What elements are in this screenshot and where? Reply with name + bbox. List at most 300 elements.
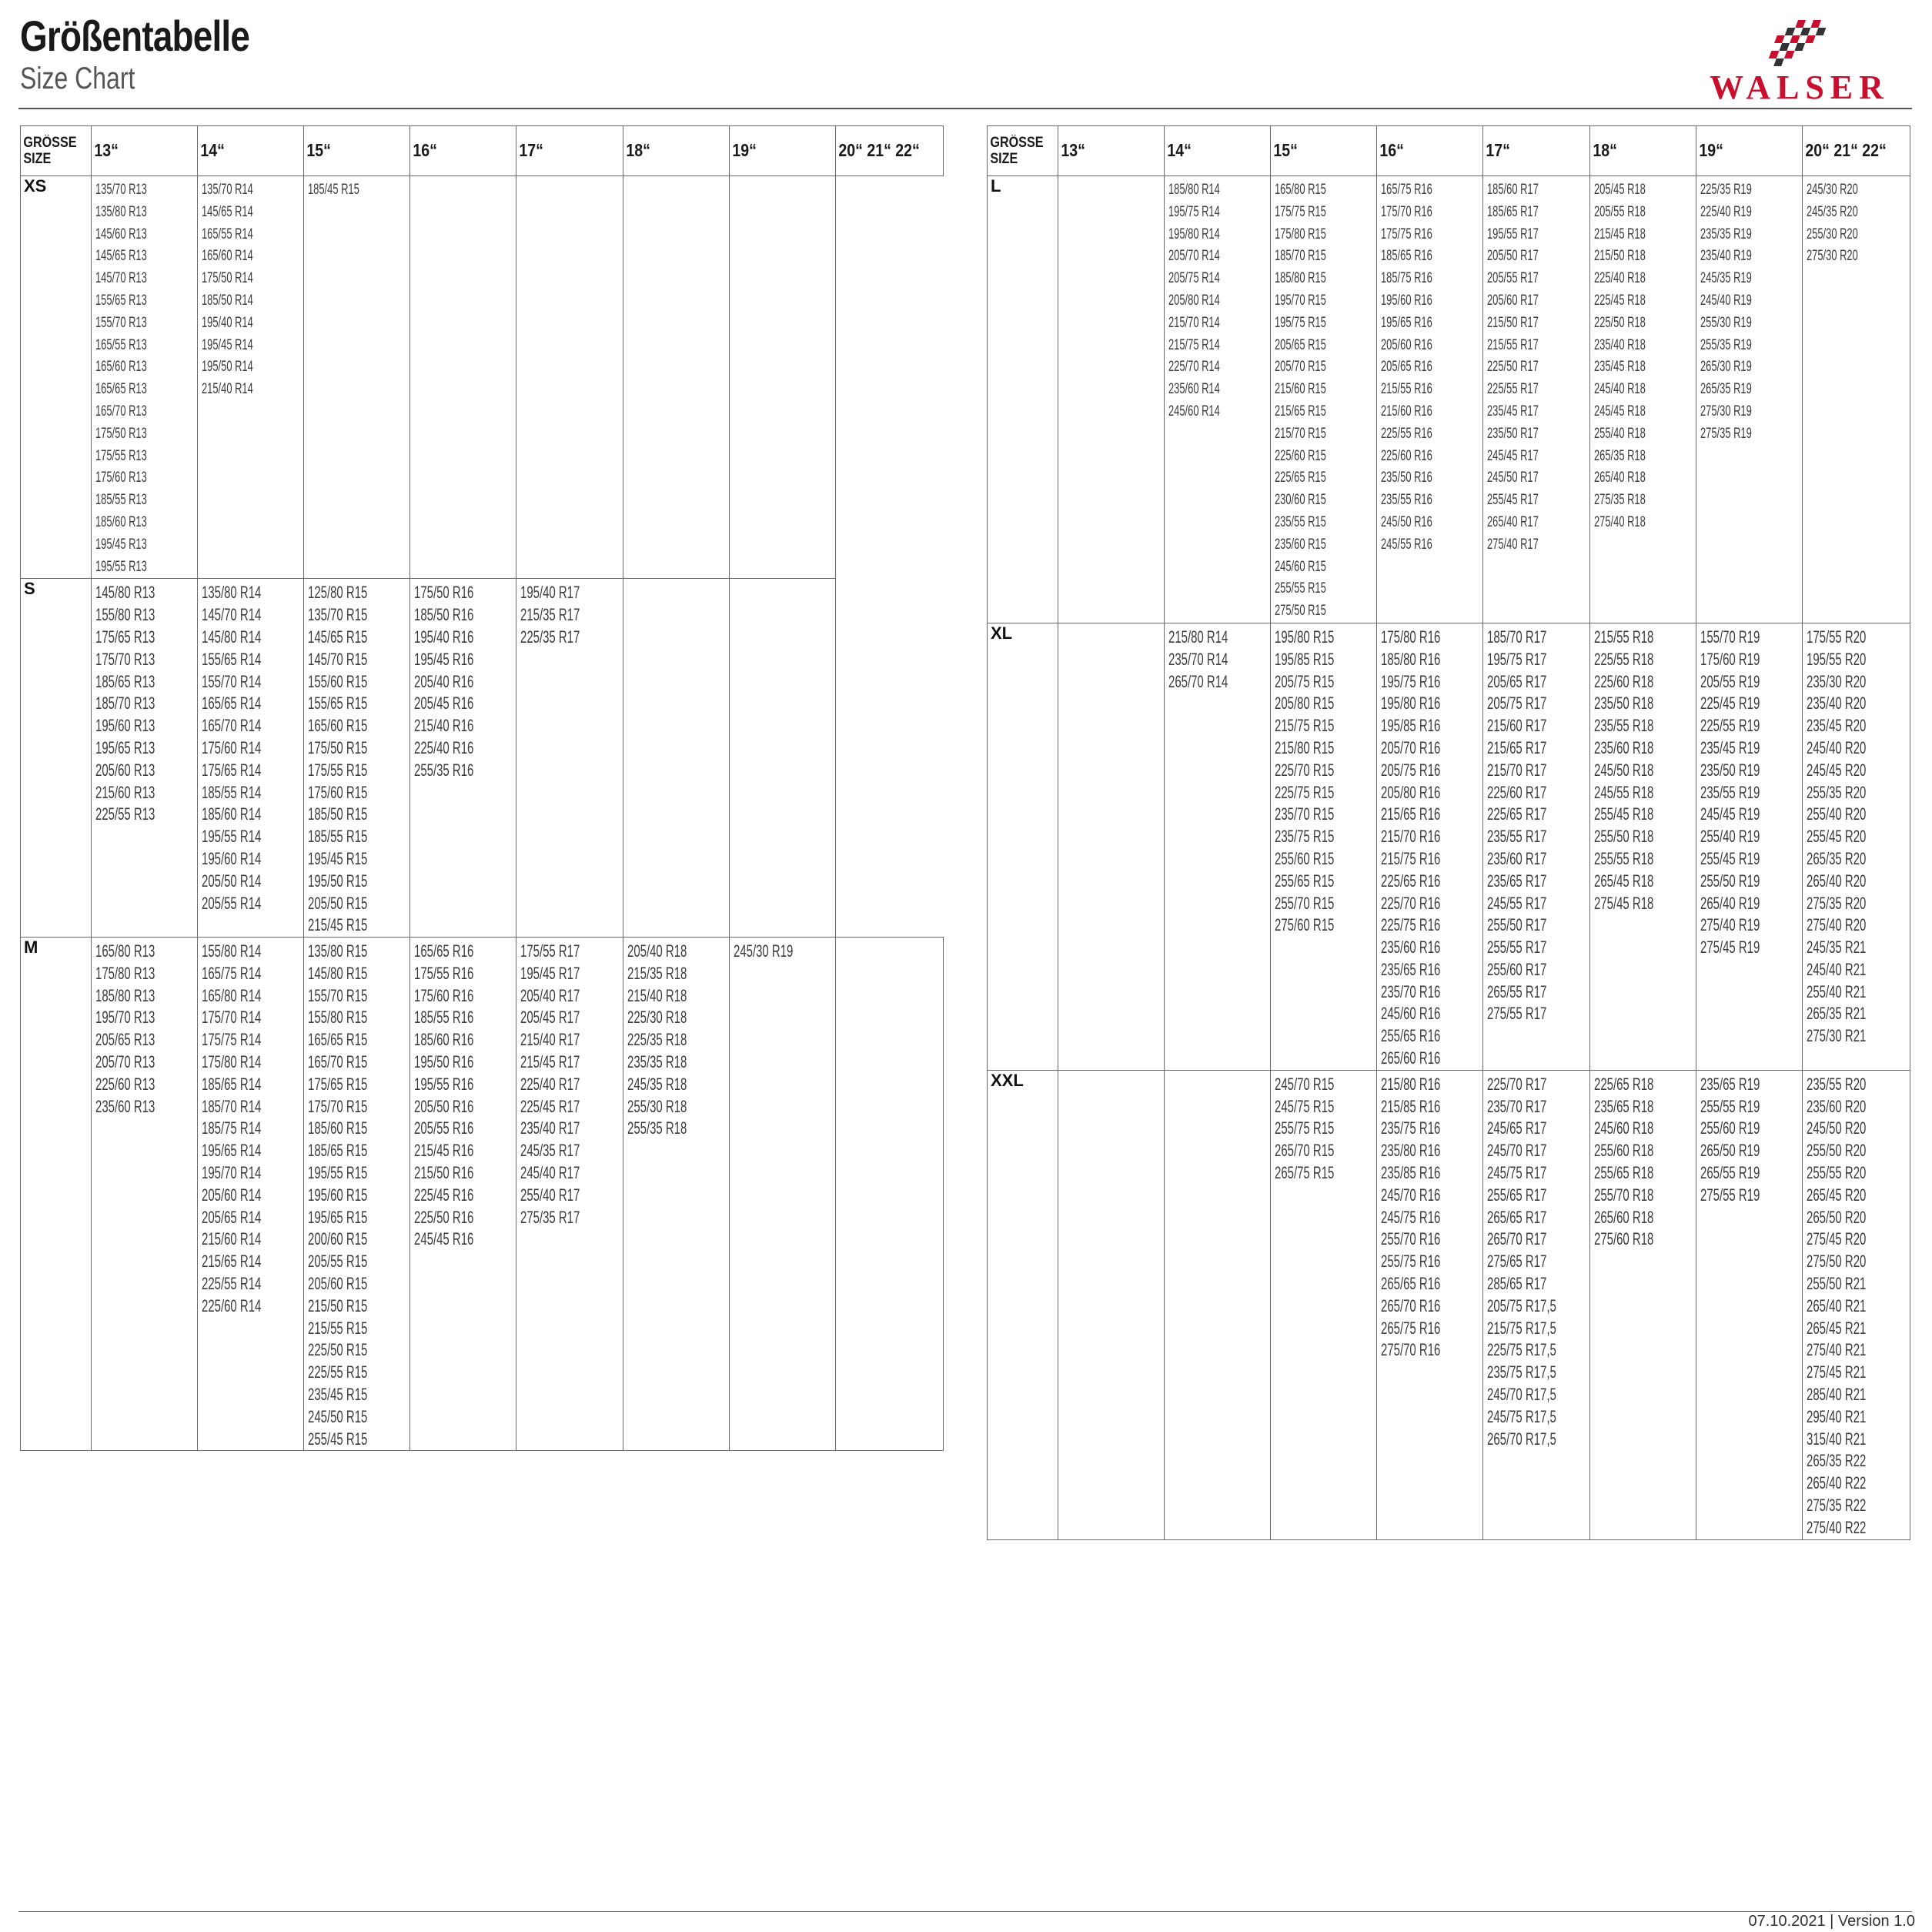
tire-size: 275/35 R18 [1594,492,1646,509]
tire-size: 175/55 R16 [414,963,474,983]
tire-size: 175/55 R17 [520,941,580,961]
tire-size: 275/70 R16 [1381,1340,1441,1360]
tire-size-list [1483,1071,1589,1451]
tire-size: 175/70 R15 [308,1096,368,1116]
tire-size-cell [1377,623,1483,1070]
tire-size: 255/70 R18 [1594,1185,1654,1205]
tire-size: 185/55 R15 [308,827,368,847]
tire-size: 275/45 R19 [1700,938,1760,958]
page-subtitle: Size Chart [20,62,135,95]
tire-size: 275/30 R20 [1807,248,1858,265]
tire-size: 235/50 R16 [1381,470,1432,486]
tire-size: 215/70 R16 [1381,827,1441,847]
tire-size: 225/45 R17 [520,1096,580,1116]
column-header-label: 16“ [1379,140,1404,160]
tire-size: 235/60 R14 [1168,381,1220,398]
column-header-rim [198,126,304,176]
tire-size-list [516,176,623,179]
tire-size: 235/55 R17 [1487,827,1547,847]
tire-size: 265/40 R18 [1594,470,1646,486]
tire-size: 155/70 R14 [202,671,262,691]
tire-size: 225/65 R15 [1275,470,1326,486]
tire-size: 245/65 R17 [1487,1118,1547,1138]
tire-size-list [1803,1071,1910,1539]
tire-size: 245/75 R16 [1381,1207,1441,1227]
tire-size: 225/40 R16 [414,737,474,757]
tire-size: 205/75 R14 [1168,270,1220,287]
table-header-row [988,126,1910,176]
tire-size: 225/70 R15 [1275,760,1335,780]
tire-size: 185/50 R16 [414,605,474,625]
table-body [988,176,1910,1540]
tire-size: 225/40 R18 [1594,270,1646,287]
tire-size-cell [730,176,836,579]
tire-size: 245/55 R17 [1487,893,1547,913]
tire-size: 225/50 R18 [1594,314,1646,331]
tire-size: 145/65 R15 [308,627,368,647]
tire-size: 235/40 R18 [1594,336,1646,353]
tire-size: 275/35 R20 [1807,893,1867,913]
size-label: S [24,579,35,599]
tire-size: 195/85 R15 [1275,649,1335,669]
tire-size: 205/70 R14 [1168,248,1220,265]
tire-size: 175/75 R14 [202,1030,262,1050]
tire-size: 255/50 R20 [1807,1141,1867,1161]
footer-divider [18,1911,1912,1912]
tire-size: 225/75 R15 [1275,782,1335,802]
tire-size: 165/70 R14 [202,716,262,736]
tire-size: 195/75 R14 [1168,203,1220,220]
tire-size: 245/45 R19 [1700,804,1760,824]
tire-size: 265/70 R15 [1275,1141,1335,1161]
size-chart-table-right [987,125,1910,1540]
tire-size: 205/45 R16 [414,694,474,714]
tire-size: 235/65 R19 [1700,1074,1760,1094]
tire-size: 205/65 R15 [1275,336,1326,353]
tire-size: 265/45 R18 [1594,871,1654,891]
tire-size: 215/80 R16 [1381,1074,1441,1094]
tire-size-cell [1058,623,1165,1070]
tire-size: 215/50 R18 [1594,248,1646,265]
tire-size-list [1271,623,1376,937]
tire-size: 225/40 R17 [520,1074,580,1094]
size-label: L [991,176,1001,196]
size-cell [988,176,1058,623]
tire-size: 155/60 R15 [308,671,368,691]
column-header-size [988,126,1058,176]
tire-size: 215/65 R14 [202,1252,262,1272]
column-header-rim [1483,126,1590,176]
version-footer: 07.10.2021 | Version 1.0 [1748,1913,1915,1930]
tire-size: 275/35 R19 [1700,425,1752,442]
tire-size-list [836,938,943,941]
tire-size-list [1058,176,1164,179]
tire-size: 225/55 R14 [202,1274,262,1294]
tire-size: 265/75 R15 [1275,1163,1335,1183]
tire-size: 185/70 R17 [1487,627,1547,647]
size-label: XXL [991,1070,1024,1090]
tire-size-list [1377,1071,1482,1362]
column-header-size [21,126,92,176]
column-header-label: GRÖSSE SIZE [23,135,77,167]
tire-size-list [198,579,303,914]
column-header-label: 14“ [1167,140,1192,160]
tire-size: 245/30 R19 [734,941,794,961]
column-header-rim [1803,126,1910,176]
column-header-label: GRÖSSE SIZE [990,135,1044,167]
tire-size: 185/50 R15 [308,804,368,824]
tire-size: 195/80 R14 [1168,226,1220,242]
tire-size: 245/50 R20 [1807,1118,1867,1138]
tire-size: 235/45 R18 [1594,359,1646,376]
tire-size: 275/50 R20 [1807,1252,1867,1272]
tire-size: 215/75 R17,5 [1487,1318,1556,1338]
tire-size: 215/60 R17 [1487,716,1547,736]
tire-size: 165/80 R14 [202,985,262,1005]
tire-size: 155/80 R13 [95,605,155,625]
tire-size: 175/55 R15 [308,760,368,780]
column-header-rim [1377,126,1483,176]
tire-size: 215/60 R16 [1381,403,1432,419]
tire-size: 165/60 R14 [202,248,253,265]
tire-size: 225/45 R16 [414,1185,474,1205]
tire-size-list [1165,176,1270,423]
tire-size: 185/60 R15 [308,1118,368,1138]
size-label: XS [24,176,47,196]
tire-size-list [623,176,729,179]
tire-size: 145/70 R14 [202,605,262,625]
tire-size: 265/40 R21 [1807,1295,1867,1315]
tire-size: 185/55 R14 [202,782,262,802]
table-row [988,623,1910,1070]
tire-size: 195/60 R15 [308,1185,368,1205]
tire-size: 165/65 R13 [95,381,147,398]
tire-size: 185/55 R13 [95,492,147,509]
tire-size: 245/40 R19 [1700,292,1752,309]
tire-size: 145/80 R15 [308,963,368,983]
tire-size: 235/65 R17 [1487,871,1547,891]
tire-size: 285/65 R17 [1487,1274,1547,1294]
tire-size: 205/65 R17 [1487,671,1547,691]
tire-size: 235/60 R17 [1487,848,1547,868]
tire-size: 225/50 R17 [1487,359,1539,376]
tire-size: 235/45 R15 [308,1385,368,1405]
tire-size: 215/75 R14 [1168,336,1220,353]
tire-size-list [198,938,303,1318]
tire-size: 255/75 R15 [1275,1118,1335,1138]
tire-size: 185/60 R14 [202,804,262,824]
tire-size: 275/35 R17 [520,1207,580,1227]
tire-size-cell [1165,176,1271,623]
tire-size: 255/40 R21 [1807,981,1867,1001]
tire-size: 265/65 R17 [1487,1207,1547,1227]
tire-size-cell [730,938,836,1451]
tire-size: 215/45 R18 [1594,226,1646,242]
size-cell [21,579,92,938]
tire-size: 145/70 R15 [308,649,368,669]
tire-size: 165/70 R15 [308,1052,368,1072]
tire-size: 245/40 R20 [1807,737,1867,757]
tire-size: 255/60 R18 [1594,1141,1654,1161]
tire-size: 245/70 R15 [1275,1074,1335,1094]
tire-size: 205/70 R15 [1275,359,1326,376]
tire-size-cell [1058,1070,1165,1539]
tire-size: 245/55 R16 [1381,536,1432,553]
tire-size: 195/60 R14 [202,848,262,868]
tire-size: 245/70 R17 [1487,1141,1547,1161]
column-header-label: 20“ 21“ 22“ [838,140,920,160]
tire-size: 205/45 R17 [520,1008,580,1028]
tire-size: 135/80 R14 [202,583,262,603]
tire-size: 145/70 R13 [95,270,147,287]
tire-size: 235/50 R17 [1487,425,1539,442]
tire-size-cell [1165,623,1271,1070]
tire-size: 145/60 R13 [95,226,147,242]
tire-size: 225/55 R16 [1381,425,1432,442]
tire-size: 195/45 R13 [95,536,147,553]
tire-size: 265/35 R19 [1700,381,1752,398]
tire-size: 175/65 R15 [308,1074,368,1094]
tire-size: 225/50 R15 [308,1340,368,1360]
column-header-label: 15“ [306,140,331,160]
tire-size: 245/60 R16 [1381,1004,1441,1024]
tire-size: 215/65 R16 [1381,804,1441,824]
tire-size: 235/30 R20 [1807,671,1867,691]
tire-size: 225/35 R17 [520,627,580,647]
tire-size: 135/70 R13 [95,182,147,198]
tire-size: 225/75 R16 [1381,915,1441,935]
tire-size: 255/50 R19 [1700,871,1760,891]
tire-size: 255/30 R20 [1807,226,1858,242]
tire-size: 255/55 R15 [1275,580,1326,597]
tire-size: 225/65 R18 [1594,1074,1654,1094]
tire-size: 205/45 R18 [1594,182,1646,198]
tire-size-cell [1483,176,1590,623]
tire-size-list [1058,1071,1164,1074]
tire-size: 185/70 R15 [1275,248,1326,265]
tire-size: 185/75 R16 [1381,270,1432,287]
tire-size-list [198,176,303,401]
tire-size: 255/55 R18 [1594,848,1654,868]
tire-size-cell [836,938,944,1451]
tire-size: 215/70 R15 [1275,425,1326,442]
tire-size: 185/65 R15 [308,1141,368,1161]
tire-size: 195/60 R16 [1381,292,1432,309]
tire-size: 255/45 R17 [1487,492,1539,509]
tire-size: 265/30 R19 [1700,359,1752,376]
tire-size: 215/45 R16 [414,1141,474,1161]
tire-size: 255/40 R19 [1700,827,1760,847]
column-header-label: 18“ [1593,140,1617,160]
column-header-label: 17“ [1486,140,1510,160]
tire-size: 145/65 R13 [95,248,147,265]
tire-size: 195/55 R16 [414,1074,474,1094]
walser-logo [1684,18,1915,106]
tire-size-list [623,579,729,582]
tire-size: 175/80 R14 [202,1052,262,1072]
tire-size-list [92,938,197,1118]
tire-size: 135/70 R15 [308,605,368,625]
tire-size: 185/65 R14 [202,1074,262,1094]
tire-size: 225/35 R19 [1700,182,1752,198]
tire-size: 185/60 R17 [1487,182,1539,198]
tire-size: 225/50 R16 [414,1207,474,1227]
tire-size: 195/70 R13 [95,1008,155,1028]
tire-size: 275/30 R21 [1807,1026,1867,1046]
tire-size: 225/65 R16 [1381,871,1441,891]
tire-size: 225/55 R17 [1487,381,1539,398]
tire-size: 165/75 R16 [1381,182,1432,198]
tire-size: 175/75 R16 [1381,226,1432,242]
tire-size: 255/75 R16 [1381,1252,1441,1272]
tire-size: 235/35 R18 [627,1052,687,1072]
size-label: XL [991,623,1013,643]
tire-size-list [1696,623,1802,959]
tire-size: 165/55 R14 [202,226,253,242]
tire-size: 265/40 R22 [1807,1473,1867,1493]
tire-size: 235/65 R18 [1594,1096,1654,1116]
table-row [988,176,1910,623]
tire-size: 205/50 R14 [202,871,262,891]
tire-size: 175/75 R15 [1275,203,1326,220]
tire-size: 255/35 R16 [414,760,474,780]
tire-size-cell [623,579,730,938]
tire-size-cell [1696,1070,1803,1539]
tire-size: 235/55 R15 [1275,513,1326,530]
tire-size: 195/80 R16 [1381,694,1441,714]
tire-size: 275/65 R17 [1487,1252,1547,1272]
tire-size: 175/65 R13 [95,627,155,647]
tire-size: 165/60 R15 [308,716,368,736]
tire-size: 125/80 R15 [308,583,368,603]
column-header-rim [836,126,944,176]
tire-size: 265/40 R17 [1487,513,1539,530]
tire-size: 255/60 R15 [1275,848,1335,868]
tire-size: 235/70 R17 [1487,1096,1547,1116]
tire-size: 215/75 R16 [1381,848,1441,868]
tire-size: 255/55 R20 [1807,1163,1867,1183]
tire-size: 225/75 R17,5 [1487,1340,1556,1360]
tire-size: 245/50 R18 [1594,760,1654,780]
tire-size: 225/45 R18 [1594,292,1646,309]
tire-size-cell [1377,1070,1483,1539]
tire-size: 195/50 R16 [414,1052,474,1072]
tire-size: 215/70 R14 [1168,314,1220,331]
tire-size-cell [304,176,410,579]
tire-size-cell [1483,623,1590,1070]
page-title: Größentabelle [20,12,250,60]
tire-size: 235/55 R20 [1807,1074,1867,1094]
tire-size: 175/50 R16 [414,583,474,603]
tire-size: 175/80 R16 [1381,627,1441,647]
tire-size: 235/70 R15 [1275,804,1335,824]
tire-size: 255/35 R20 [1807,782,1867,802]
tire-size-cell [92,938,198,1451]
tire-size: 195/65 R15 [308,1207,368,1227]
tire-size-cell [1590,1070,1696,1539]
tire-size: 195/60 R13 [95,716,155,736]
tire-size: 275/30 R19 [1700,403,1752,419]
column-header-rim [1590,126,1696,176]
tire-size: 145/80 R14 [202,627,262,647]
tire-size: 165/80 R15 [1275,182,1326,198]
tire-size-cell [1271,1070,1377,1539]
tire-size-cell [516,938,623,1451]
tire-size: 205/40 R16 [414,671,474,691]
tire-size: 165/60 R13 [95,359,147,376]
tire-size-cell [1803,1070,1910,1539]
tire-size: 175/80 R15 [1275,226,1326,242]
tire-size: 195/85 R16 [1381,716,1441,736]
tire-size: 235/75 R17,5 [1487,1362,1556,1382]
tire-size: 235/60 R15 [1275,536,1326,553]
column-header-rim [1271,126,1377,176]
tire-size: 265/45 R20 [1807,1185,1867,1205]
tire-size: 165/75 R14 [202,963,262,983]
tire-size: 225/55 R15 [308,1362,368,1382]
tire-size: 195/70 R14 [202,1163,262,1183]
tire-size-cell [1696,176,1803,623]
tire-size: 215/55 R18 [1594,627,1654,647]
tire-size: 195/45 R16 [414,649,474,669]
tire-size: 225/60 R17 [1487,782,1547,802]
tire-size: 245/60 R18 [1594,1118,1654,1138]
tire-size: 215/55 R15 [308,1318,368,1338]
tire-size: 245/50 R17 [1487,470,1539,486]
tire-size: 215/60 R15 [1275,381,1326,398]
tire-size: 155/70 R13 [95,314,147,331]
tire-size-cell [1590,623,1696,1070]
tire-size-cell [1483,1070,1590,1539]
tire-size-cell [92,579,198,938]
tire-size: 205/60 R17 [1487,292,1539,309]
tire-size: 225/70 R16 [1381,893,1441,913]
tire-size: 225/55 R19 [1700,716,1760,736]
tire-size: 155/65 R14 [202,649,262,669]
tire-size: 235/65 R16 [1381,959,1441,979]
tire-size: 235/45 R17 [1487,403,1539,419]
tire-size: 185/50 R14 [202,292,253,309]
tire-size: 135/70 R14 [202,182,253,198]
tire-size: 215/40 R16 [414,716,474,736]
tire-size: 245/35 R20 [1807,203,1858,220]
tire-size-cell [516,176,623,579]
tire-size: 255/50 R17 [1487,915,1547,935]
tire-size: 205/60 R13 [95,760,155,780]
tire-size-list [1271,1071,1376,1185]
tire-size: 215/60 R13 [95,782,155,802]
tire-size: 225/60 R15 [1275,447,1326,464]
tire-size: 225/65 R17 [1487,804,1547,824]
tire-size: 175/80 R13 [95,963,155,983]
tire-size: 245/40 R21 [1807,959,1867,979]
tire-size: 245/40 R17 [520,1163,580,1183]
column-header-label: 20“ 21“ 22“ [1805,140,1887,160]
tire-size: 255/35 R18 [627,1118,687,1138]
tire-size: 175/70 R13 [95,649,155,669]
tire-size: 245/45 R20 [1807,760,1867,780]
tire-size: 235/35 R19 [1700,226,1752,242]
size-chart-table-left [20,125,944,1451]
tire-size: 225/45 R19 [1700,694,1760,714]
tire-size: 215/85 R16 [1381,1096,1441,1116]
tire-size: 275/45 R20 [1807,1229,1867,1249]
tire-size: 275/35 R22 [1807,1496,1867,1516]
tire-size-cell [198,938,304,1451]
column-header-rim [410,126,516,176]
tire-size: 195/40 R17 [520,583,580,603]
tire-size: 245/75 R15 [1275,1096,1335,1116]
